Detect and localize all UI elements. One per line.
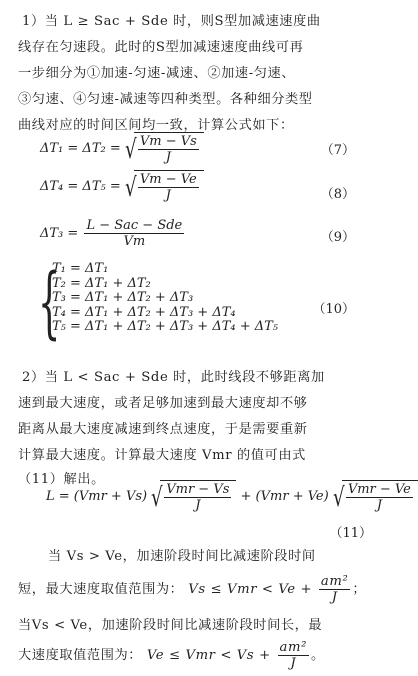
eq11-mid: + (Vmr + Ve)	[240, 489, 329, 504]
range1-denominator: J	[331, 590, 338, 605]
para1-line4: ③匀速、④匀速-减速等四种类型。各种细分类型	[18, 92, 313, 107]
eq9-denominator: Vm	[123, 234, 146, 249]
para3-line2-end: ；	[352, 582, 367, 597]
eq11-denominator-1: J	[195, 498, 201, 513]
equation-7	[40, 132, 204, 165]
eq11-sqrt-2: √ $\frac{\text{Vmr − Ve}}{J}$	[333, 480, 418, 513]
speed-range-1: Vs ≤ Vmr < Ve +	[188, 582, 313, 597]
eq7-number: （7）	[320, 143, 355, 158]
eq10-number: （10）	[312, 302, 355, 317]
para2-line2: 速到最大速度，或者足够加速到最大速度却不够	[18, 396, 308, 411]
range2-numerator: am²	[279, 640, 308, 655]
eq9-number: （9）	[320, 230, 355, 245]
para1-line2: 线存在匀速段。此时的S型加减速速度曲线可再	[18, 40, 304, 55]
range1-numerator: am²	[320, 574, 349, 589]
eq8-denominator: J	[165, 188, 171, 203]
para3-line4-end: 。	[311, 648, 325, 663]
eq11-numerator-1: Vmr − Vs	[166, 482, 230, 497]
eq8-number: （8）	[320, 187, 355, 202]
equation-9	[40, 218, 186, 249]
eq10-row: T₃ = ΔT₁ + ΔT₂ + ΔT₃	[52, 290, 194, 306]
para2-line1: 2）当 L < Sac + Sde 时，此时线段不够距离加	[22, 370, 325, 385]
eq11-lhs: L = (Vmr + Vs)	[46, 489, 148, 504]
eq8-numerator: Vm − Ve	[139, 172, 197, 187]
eq10-row: T₄ = ΔT₁ + ΔT₂ + ΔT₃ + ΔT₄	[52, 304, 236, 320]
para1-line1: 1）当 L ≥ Sac + Sde 时，则S型加减速速度曲	[22, 14, 321, 29]
para3-line2-text: 短，最大速度取值范围为：	[18, 582, 184, 597]
para3-line4-text: 大速度取值范围为：	[18, 648, 143, 663]
eq10-row: T₅ = ΔT₁ + ΔT₂ + ΔT₃ + ΔT₄ + ΔT₅	[52, 319, 279, 335]
para3-line1: 当 Vs > Ve，加速阶段时间比减速阶段时间	[48, 549, 316, 564]
eq7-sqrt: √ $\frac{Vm - Vs}{J}$	[125, 132, 204, 165]
equation-11	[46, 480, 418, 513]
eq11-numerator-2: Vmr − Ve	[347, 482, 411, 497]
eq7-denominator: J	[165, 150, 171, 165]
eq7-numerator: Vm − Vs	[139, 134, 197, 149]
para3-line3: 当Vs < Ve，加速阶段时间比减速阶段时间长，最	[18, 618, 323, 633]
eq10-row: T₁ = ΔT₁	[52, 261, 109, 276]
eq9-numerator: L − Sac − Sde	[86, 218, 183, 233]
eq11-sqrt-1: √ $\frac{\text{Vmr − Vs}}{J}$	[151, 480, 236, 513]
para3-line4	[18, 640, 325, 671]
para2-line4: 计算最大速度。计算最大速度 Vmr 的值可由式	[18, 448, 306, 463]
eq11-number: （11）	[329, 526, 372, 541]
para2-line3: 距离从最大速度减速到终点速度，于是需要重新	[18, 422, 308, 437]
para1-line3: 一步细分为①加速-匀速-减速、②加速-匀速、	[18, 66, 296, 81]
speed-range-2: Ve ≤ Vmr < Vs +	[146, 648, 271, 663]
left-brace: {	[38, 258, 61, 348]
eq9-lhs: ΔT₃ =	[40, 226, 79, 241]
para2-line5: （11）解出。	[18, 472, 105, 487]
equation-10-system	[52, 262, 278, 335]
range2-denominator: J	[290, 656, 297, 671]
eq7-lhs: ΔT₁ = ΔT₂ =	[40, 141, 121, 156]
para3-line2	[18, 574, 366, 605]
eq11-denominator-2: J	[376, 498, 382, 513]
para1-line5: 曲线对应的时间区间均一致，计算公式如下：	[18, 118, 294, 133]
eq8-lhs: ΔT₄ = ΔT₅ =	[40, 179, 121, 194]
eq8-sqrt: √ $\frac{Vm - Ve}{J}$	[125, 170, 204, 203]
equation-8	[40, 170, 204, 203]
eq10-row: T₂ = ΔT₁ + ΔT₂	[52, 275, 151, 291]
